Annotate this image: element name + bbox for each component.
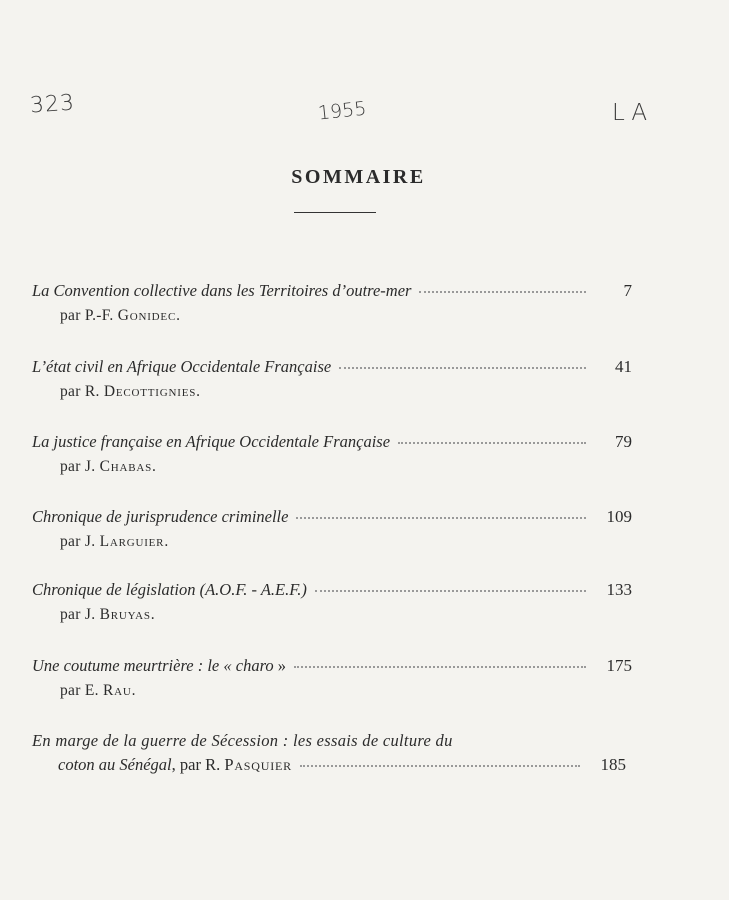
handwritten-number: 323 <box>29 90 76 119</box>
dot-leader <box>419 290 586 293</box>
dot-leader <box>315 589 586 592</box>
toc-entry <box>32 357 632 401</box>
page-title: SOMMAIRE <box>291 166 426 188</box>
dot-leader <box>296 516 586 519</box>
toc-entry-title: Une coutume meurtrière : le « charo » <box>32 656 287 675</box>
toc-entry-page: 175 <box>606 656 632 675</box>
dot-leader <box>300 764 580 767</box>
toc-entry <box>32 731 626 779</box>
dot-leader <box>294 665 586 668</box>
toc-entry-page: 133 <box>606 580 632 599</box>
toc-entry-page: 109 <box>606 507 632 526</box>
toc-entry-page: 7 <box>623 281 632 300</box>
toc-entry-title: Chronique de législation (A.O.F. - A.E.F.) <box>32 580 307 599</box>
toc-entry-page: 41 <box>615 357 632 376</box>
toc-entry-title-cont: coton au Sénégal <box>58 755 172 774</box>
toc-entry-author: , par R. Pasquier <box>171 755 292 774</box>
toc-entry-page: 185 <box>600 755 626 774</box>
handwritten-year: 1955 <box>316 97 368 125</box>
toc-entry <box>32 507 632 551</box>
toc-entry <box>32 281 632 325</box>
toc-entry-title: En marge de la guerre de Sécession : les essais de culture du <box>32 731 453 750</box>
toc-entry <box>32 580 632 624</box>
dot-leader <box>398 441 586 444</box>
toc-entry <box>32 432 632 476</box>
toc-entry-author: par R. Decottignies. <box>60 383 201 400</box>
title-divider <box>294 212 376 213</box>
dot-leader <box>339 366 586 369</box>
toc-entry-title: La justice française en Afrique Occidentale Française <box>32 432 391 451</box>
toc-entry-page: 79 <box>615 432 632 451</box>
toc-entry-author: par J. Bruyas. <box>60 606 155 623</box>
toc-entry <box>32 656 632 700</box>
toc-entry-title: L’état civil en Afrique Occidentale Française <box>32 357 332 376</box>
handwritten-initials: LA <box>612 100 654 126</box>
toc-entry-title: Chronique de jurisprudence criminelle <box>32 507 289 526</box>
toc-entry-title: La Convention collective dans les Territoires d’outre-mer <box>32 281 412 300</box>
toc-entry-author: par E. Rau. <box>60 682 136 699</box>
toc-entry-author: par J. Chabas. <box>60 458 157 475</box>
toc-entry-author: par P.-F. Gonidec. <box>60 307 181 324</box>
toc-entry-author: par J. Larguier. <box>60 533 169 550</box>
